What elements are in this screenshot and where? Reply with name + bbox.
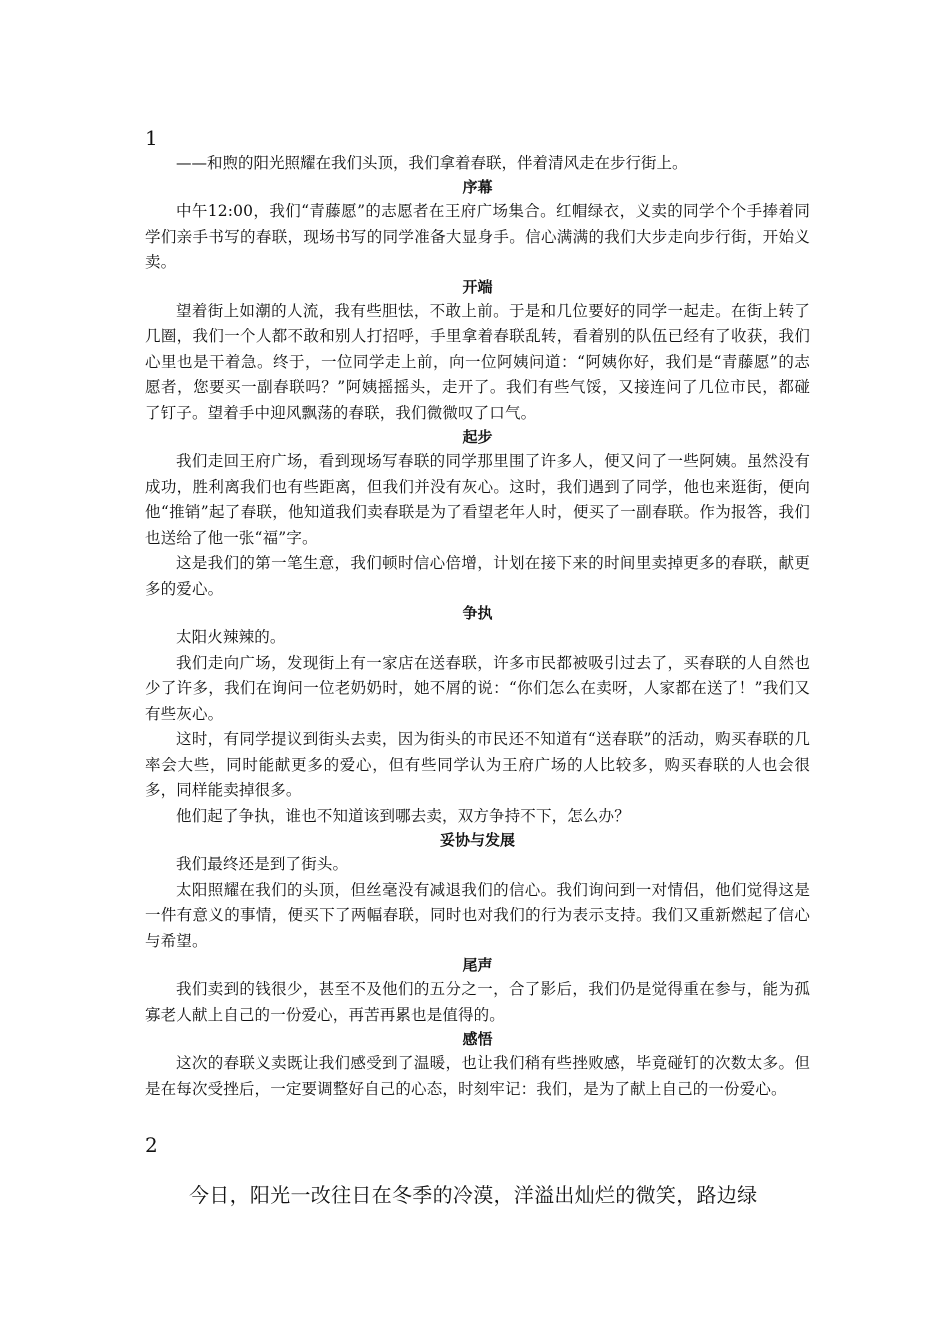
paragraph: 望着街上如潮的人流，我有些胆怯，不敢上前。于是和几位要好的同学一起走。在街上转了几圈，我们一个人都不敢和别人打招呼，手里拿着春联乱转，看着别的队伍已经有了收获，我们心里也是干着急。终于，一位同学走上前，向一位阿姨问道：“阿姨你好，我们是“青藤愿”的志愿者，您要买一副春联吗？”阿姨摇摇头，走开了。我们有些气馁，又接连问了几位市民，都碰了钉子。望着手中迎风飘荡的春联，我们微微叹了口气。 bbox=[145, 301, 810, 422]
section-heading: 尾声 bbox=[462, 956, 493, 974]
paragraph: 我们最终还是到了街头。 bbox=[176, 855, 349, 873]
section bbox=[145, 954, 810, 1028]
section bbox=[145, 602, 810, 829]
paragraph: 中午12:00，我们“青藤愿”的志愿者在王府广场集合。红帽绿衣，义卖的同学个个手捧着同学们亲手书写的春联，现场书写的同学准备大显身手。信心满满的我们大步走向步行街，开始义卖。 bbox=[145, 202, 810, 271]
paragraph: 太阳照耀在我们的头顶，但丝毫没有减退我们的信心。我们询问到一对情侣，他们觉得这是一件有意义的事情，便买下了两幅春联，同时也对我们的行为表示支持。我们又重新燃起了信心与希望。 bbox=[145, 880, 810, 950]
paragraph: 我们走向广场，发现街上有一家店在送春联，许多市民都被吸引过去了，买春联的人自然也少了许多，我们在询问一位老奶奶时，她不屑的说：“你们怎么在卖呀，人家都在送了！”我们又有些灰心。 bbox=[145, 653, 810, 723]
section bbox=[145, 1028, 810, 1102]
section-heading: 感悟 bbox=[462, 1030, 493, 1048]
document-page bbox=[145, 125, 810, 1210]
section bbox=[145, 176, 810, 276]
article-sections bbox=[145, 176, 810, 1102]
article-intro: ——和煦的阳光照耀在我们头顶，我们拿着春联，伴着清风走在步行街上。 bbox=[176, 154, 688, 172]
article-number-1: 1 bbox=[145, 126, 158, 150]
section bbox=[145, 829, 810, 954]
paragraph: 太阳火辣辣的。 bbox=[176, 628, 286, 646]
section bbox=[145, 426, 810, 602]
section-heading: 起步 bbox=[462, 428, 493, 446]
paragraph: 我们走回王府广场，看到现场写春联的同学那里围了许多人，便又问了一些阿姨。虽然没有成功，胜利离我们也有些距离，但我们并没有灰心。这时，我们遇到了同学，他也来逛街，便向他“推销”起了春联，他知道我们卖春联是为了看望老年人时，便买了一副春联。作为报答，我们也送给了他一张“福”字。 bbox=[145, 452, 810, 547]
paragraph: 这次的春联义卖既让我们感受到了温暖，也让我们稍有些挫败感，毕竟碰钉的次数太多。但是在每次受挫后，一定要调整好自己的心态，时刻牢记：我们，是为了献上自己的一份爱心。 bbox=[145, 1054, 810, 1098]
paragraph: 我们卖到的钱很少，甚至不及他们的五分之一，合了影后，我们仍是觉得重在参与，能为孤寡老人献上自己的一份爱心，再苦再累也是值得的。 bbox=[145, 980, 810, 1024]
article2-first-line: 今日，阳光一改往日在冬季的冷漠，洋溢出灿烂的微笑，路边绿 bbox=[189, 1183, 758, 1207]
article-number-2: 2 bbox=[145, 1133, 158, 1157]
paragraph: 他们起了争执，谁也不知道该到哪去卖，双方争持不下，怎么办？ bbox=[176, 806, 630, 825]
section-heading: 开端 bbox=[462, 277, 493, 296]
section bbox=[145, 276, 810, 427]
paragraph: 这时，有同学提议到街头去卖，因为街头的市民还不知道有“送春联”的活动，购买春联的几率会大些，同时能献更多的爱心，但有些同学认为王府广场的人比较多，购买春联的人也会很多，同样能卖掉很多。 bbox=[145, 730, 810, 799]
paragraph: 这是我们的第一笔生意，我们顿时信心倍增，计划在接下来的时间里卖掉更多的春联，献更多的爱心。 bbox=[145, 554, 810, 598]
section-heading: 妥协与发展 bbox=[439, 831, 515, 849]
section-heading: 序幕 bbox=[462, 178, 493, 196]
section-heading: 争执 bbox=[462, 604, 493, 622]
